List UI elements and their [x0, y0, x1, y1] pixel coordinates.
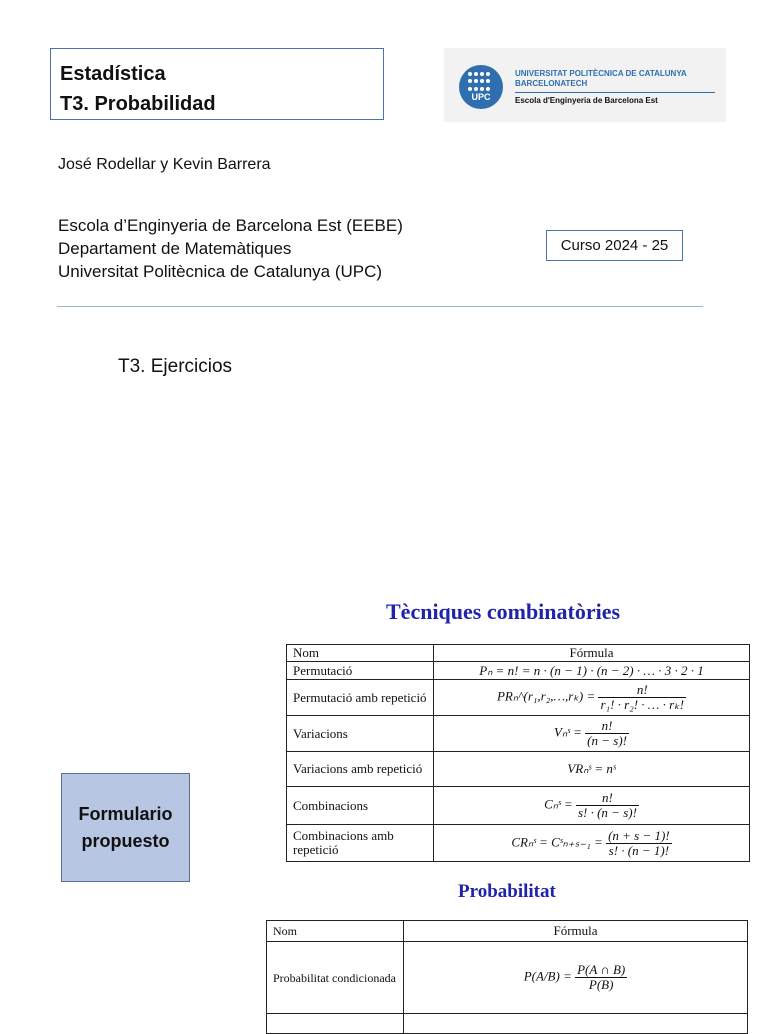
combinatorics-table	[286, 644, 750, 862]
authors: José Rodellar y Kevin Barrera	[58, 156, 271, 173]
fraction	[606, 829, 672, 858]
formulario-line2: propuesto	[81, 830, 170, 851]
table-row	[287, 825, 750, 862]
row-name: Variacions amb repetició	[287, 752, 434, 787]
formula-lhs: P(A/B) =	[523, 968, 572, 984]
logo-tagline: BARCELONATECH	[515, 79, 588, 88]
denominator: s! · (n − s)!	[577, 805, 637, 820]
header-formula: Fórmula	[404, 921, 748, 942]
numerator: (n + s − 1)!	[608, 827, 670, 843]
numerator: n!	[601, 718, 613, 733]
header-name: Nom	[287, 645, 434, 662]
fraction	[576, 791, 639, 820]
combinatorics-title: Tècniques combinatòries	[386, 599, 621, 624]
row-formula	[434, 787, 750, 825]
denominator: s! · (n − 1)!	[606, 843, 672, 858]
upc-emblem-icon	[459, 65, 503, 109]
row-name: Permutació amb repetició	[287, 680, 434, 716]
probability-title: Probabilitat	[458, 881, 556, 902]
row-name: Combinacions	[287, 787, 434, 825]
table-row	[287, 680, 750, 716]
formula-lhs: Cₙˢ =	[544, 796, 573, 812]
row-formula: Pₙ = n! = n · (n − 1) · (n − 2) · … · 3 · 2 · 1	[434, 662, 750, 680]
fraction	[575, 963, 627, 992]
table-header-row	[287, 645, 750, 662]
university-line: Universitat Politècnica de Catalunya (UPC)	[58, 262, 383, 281]
table-header-row	[267, 921, 748, 942]
institution-block	[58, 214, 403, 283]
formula-lhs: Vₙˢ =	[554, 724, 582, 740]
fraction	[585, 719, 629, 748]
formulario-line1: Formulario	[78, 803, 173, 824]
row-formula: VRₙˢ = nˢ	[434, 752, 750, 787]
course-badge: Curso 2024 - 25	[546, 230, 683, 261]
row-name: Probabilitat condicionada	[267, 942, 404, 1014]
numerator: P(A ∩ B)	[577, 962, 626, 977]
logo-abbr: UPC	[471, 92, 491, 102]
denominator: (n − s)!	[587, 733, 627, 748]
formulario-box	[61, 773, 190, 882]
table-row	[267, 942, 748, 1014]
department-line: Departament de Matemàtiques	[58, 239, 292, 258]
probability-table	[266, 920, 748, 1034]
table-row	[287, 787, 750, 825]
title-box	[50, 48, 384, 120]
row-formula	[434, 825, 750, 862]
topic-title: T3. Probabilidad	[60, 93, 216, 115]
course-subject: Estadística	[60, 63, 166, 85]
numerator: n!	[636, 682, 648, 697]
row-formula	[434, 680, 750, 716]
logo-school-name: Escola d'Enginyeria de Barcelona Est	[515, 96, 658, 105]
header-name: Nom	[267, 921, 404, 942]
row-name: Variacions	[287, 716, 434, 752]
row-name: Permutació	[287, 662, 434, 680]
formula-lhs: PRₙ^(r₁,r₂,…,rₖ) =	[496, 688, 596, 704]
school-line: Escola d’Enginyeria de Barcelona Est (EEBE)	[58, 216, 403, 235]
denominator: P(B)	[575, 977, 627, 992]
exercises-heading: T3. Ejercicios	[118, 356, 233, 377]
numerator: n!	[602, 790, 613, 805]
header-formula: Fórmula	[434, 645, 750, 662]
row-name: Combinacions amb repetició	[287, 825, 434, 862]
row-formula	[434, 716, 750, 752]
formula-lhs: CRₙˢ = Cˢₙ₊ₛ₋₁ =	[511, 833, 603, 849]
table-row	[287, 662, 750, 680]
logo-university-name: UNIVERSITAT POLITÈCNICA DE CATALUNYA	[515, 69, 687, 78]
row-formula	[404, 942, 748, 1014]
header-divider	[57, 306, 703, 307]
logo-divider	[515, 92, 715, 93]
table-row	[287, 716, 750, 752]
denominator: r₁! · r₂! · … · rₖ!	[600, 697, 685, 712]
fraction	[598, 683, 686, 712]
upc-logo	[444, 48, 726, 122]
table-row	[287, 752, 750, 787]
